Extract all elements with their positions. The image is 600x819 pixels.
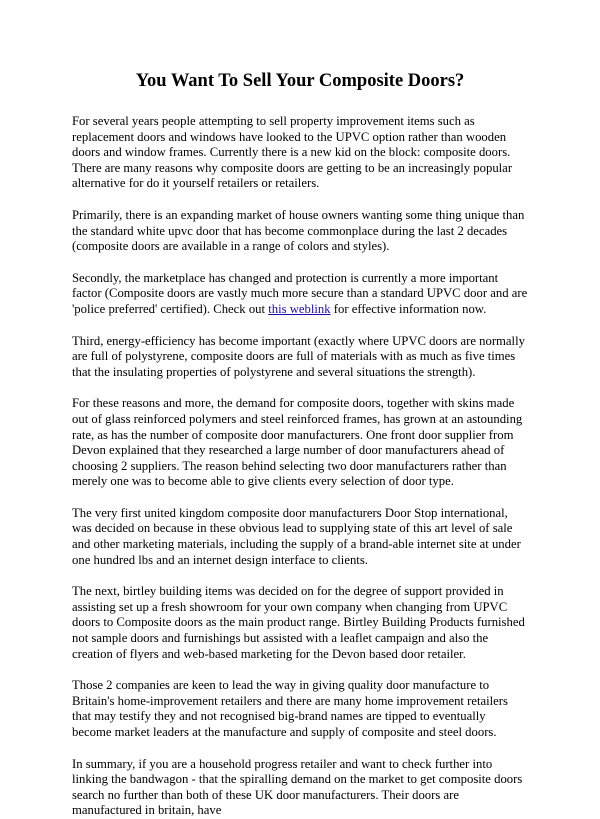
paragraph-8: Those 2 companies are keen to lead the way in giving quality door manufacture to Britain's home-improvement retailers and there are many home improvement retailers that may testify they and not recognised big-brand names are tipped to eventually become market leaders at the manufacture and supply of composite and steel doors.	[72, 678, 508, 739]
page-title: You Want To Sell Your Composite Doors?	[135, 71, 465, 91]
paragraph-6: The very first united kingdom composite door manufacturers Door Stop international, was decided on because in these obvious lead to supplying state of this art level of sale and other marketing materials, including the supply of a brand-able internet site at under one hundred lbs and an internet design interface to clients.	[72, 505, 521, 567]
paragraph-2: Primarily, there is an expanding market of house owners wanting some thing unique than the standard white upvc door that has become commonplace during the last 2 decades (composite doors are available in a range of colors and styles).	[72, 207, 525, 254]
paragraph-3-before: Secondly, the marketplace has changed and protection is currently a more important factor (Composite doors are vastly much more secure than a standard UPVC door and are 'police preferred' certified). Check out	[72, 270, 528, 316]
paragraph-4: Third, energy-efficiency has become important (exactly where UPVC doors are normally are full of polystyrene, composite doors are full of materials with as much as five times that the insulating properties of polystyrene and several situations the strength).	[72, 333, 525, 379]
paragraph-7: The next, birtley building items was decided on for the degree of support provided in assisting set up a fresh showroom for your own company when changing from UPVC doors to Composite doors as the main product range. Birtley Building Products furnished not sample doors and furnishings but assisted with a leaflet campaign and also the creation of flyers and web-based marketing for the Devon based door retailer.	[72, 584, 525, 661]
paragraph-5: For these reasons and more, the demand for composite doors, together with skins made out of glass reinforced polymers and steel reinforced frames, has grown at an astounding rate, as has the number of composite door manufacturers. One front door supplier from Devon explained that they researched a large number of door manufacturers ahead of choosing 2 suppliers. The reason behind selecting two door manufacturers rather than merely one was to become able to give clients every selection of door type.	[72, 396, 523, 489]
paragraph-3	[72, 271, 528, 318]
paragraph-3-after: for effective information now.	[330, 301, 487, 316]
paragraph-1: For several years people attempting to sell property improvement items such as replacement doors and windows have looked to the UPVC option rather than wooden doors and window frames. Currently there is a new kid on the block: composite doors. There are many reasons why composite doors are getting to be an increasingly popular alternative for do it yourself retailers or retailers.	[72, 114, 513, 191]
weblink-link[interactable]: this weblink	[268, 301, 331, 316]
paragraph-9: In summary, if you are a household progress retailer and want to check further into linking the bandwagon - that the spiralling demand on the market to get composite doors search no further than both of these UK door manufacturers. Their doors are manufactured in britain, have	[72, 756, 523, 818]
